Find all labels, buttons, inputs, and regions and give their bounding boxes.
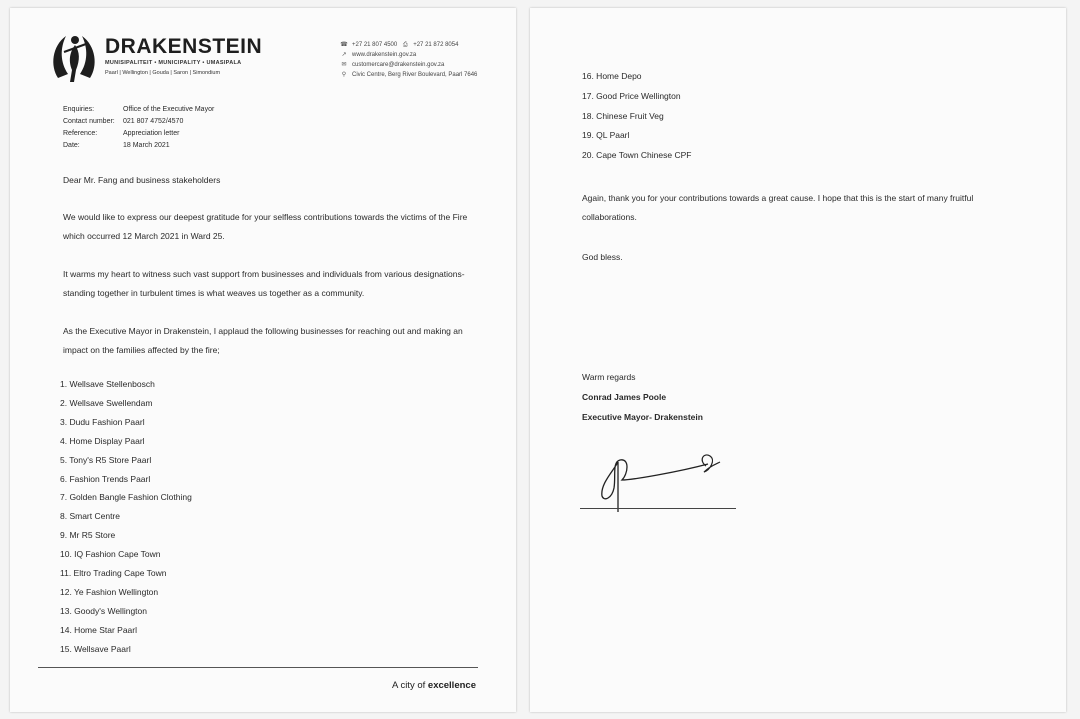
footer-divider xyxy=(38,667,478,668)
paragraph-thanks: Again, thank you for your contributions towards a great cause. I hope that this is the start of many fruitful collaborations. xyxy=(582,193,974,222)
brand-towns: Paarl | Wellington | Gouda | Saron | Simondium xyxy=(105,70,221,76)
brand-block xyxy=(105,36,262,76)
website: www.drakenstein.gov.za xyxy=(352,52,417,58)
business-list-page-1 xyxy=(60,375,192,659)
phone-number: +27 21 807 4500 xyxy=(352,42,398,48)
business-list-item: 19. QL Paarl xyxy=(582,130,630,141)
location-icon: ⚲ xyxy=(341,72,347,78)
signer-name: Conrad James Poole xyxy=(582,392,667,402)
closing: Warm regards xyxy=(582,372,636,382)
fax-icon: ⎙ xyxy=(402,42,408,48)
address-row xyxy=(340,70,477,80)
email-row xyxy=(340,60,477,70)
enquiries-value: Office of the Executive Mayor xyxy=(123,106,215,113)
enquiries-label: Enquiries: xyxy=(63,106,95,113)
business-list-item: 7. Golden Bangle Fashion Clothing xyxy=(60,492,192,503)
web-row xyxy=(340,50,477,60)
business-list-item: 16. Home Depo xyxy=(582,71,642,81)
paragraph-support: It warms my heart to witness such vast support from businesses and individuals from various designations- standing together in turbulent times is what weaves us together as a community. xyxy=(63,269,465,298)
business-list-item: 8. Smart Centre xyxy=(60,511,120,522)
drakenstein-logo xyxy=(48,28,100,86)
phone-icon: ☎ xyxy=(340,42,348,48)
date-value: 18 March 2021 xyxy=(123,142,170,149)
signer-title: Executive Mayor- Drakenstein xyxy=(582,412,703,422)
letter-page-2 xyxy=(530,8,1066,712)
business-list-item: 6. Fashion Trends Paarl xyxy=(60,473,151,484)
business-list-item: 20. Cape Town Chinese CPF xyxy=(582,150,692,161)
paragraph-gratitude: We would like to express our deepest gratitude for your selfless contributions towards the victims of the Fire which occurred 12 March 2021 in Ward 25. xyxy=(63,212,468,241)
footer-tagline xyxy=(392,680,476,691)
blessing: God bless. xyxy=(582,252,623,262)
business-list-item: 14. Home Star Paarl xyxy=(60,624,138,635)
business-list-item: 15. Wellsave Paarl xyxy=(60,643,131,654)
business-list-item: 9. Mr R5 Store xyxy=(60,530,116,541)
contact-label: Contact number: xyxy=(63,118,115,125)
business-list-item: 1. Wellsave Stellenbosch xyxy=(60,379,155,389)
tagline-bold: excellence xyxy=(427,680,476,691)
reference-value: Appreciation letter xyxy=(123,130,180,137)
business-list-item: 12. Ye Fashion Wellington xyxy=(60,586,159,597)
fax-number: +27 21 872 8054 xyxy=(413,42,459,48)
business-list-item: 4. Home Display Paarl xyxy=(60,435,145,446)
business-list-item: 18. Chinese Fruit Veg xyxy=(582,110,664,121)
address: Civic Centre, Berg River Boulevard, Paarl 7646 xyxy=(352,72,478,78)
business-list-item: 10. IQ Fashion Cape Town xyxy=(60,549,161,560)
business-list-item: 11. Eltro Trading Cape Town xyxy=(60,568,167,579)
letter-page-1 xyxy=(10,8,516,712)
salutation: Dear Mr. Fang and business stakeholders xyxy=(63,175,221,185)
email-icon: ✉ xyxy=(341,62,347,68)
phone-row xyxy=(340,40,477,50)
business-list-item: 3. Dudu Fashion Paarl xyxy=(60,416,145,427)
paragraph-applaud: As the Executive Mayor in Drakenstein, I applaud the following businesses for reaching out and making an impact on the families affected by the fire; xyxy=(63,326,463,355)
contact-value: 021 807 4752/4570 xyxy=(123,118,184,125)
letter-meta xyxy=(63,104,214,152)
web-icon: ↗ xyxy=(341,52,347,58)
business-list-item: 2. Wellsave Swellendam xyxy=(60,397,153,408)
tagline-prefix: A city of xyxy=(392,680,426,691)
brand-name: DRAKENSTEIN xyxy=(105,35,263,58)
business-list-item: 17. Good Price Wellington xyxy=(582,90,681,101)
date-label: Date: xyxy=(63,142,80,149)
contact-details xyxy=(340,40,477,80)
brand-subtitle: MUNISIPALITEIT • MUNICIPALITY • UMASIPALA xyxy=(105,60,242,66)
email: customercare@drakenstein.gov.za xyxy=(352,62,445,68)
signature-line xyxy=(580,508,736,509)
business-list-item: 5. Tony's R5 Store Paarl xyxy=(60,454,152,465)
reference-label: Reference: xyxy=(63,130,98,137)
business-list-page-2 xyxy=(582,67,691,166)
business-list-item: 13. Goody's Wellington xyxy=(60,605,147,616)
